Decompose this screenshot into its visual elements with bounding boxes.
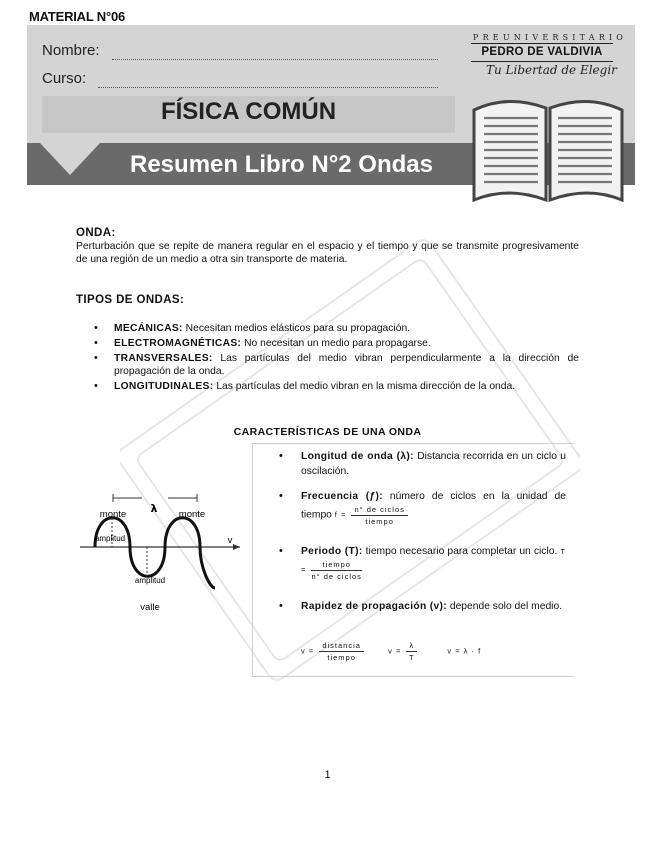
summary-title: Resumen Libro N°2 Ondas	[130, 151, 433, 178]
amplitude-bottom-label: amplitud	[134, 576, 166, 585]
logo-main-text: PEDRO DE VALDIVIA	[471, 43, 613, 62]
list-item: • Rapidez de propagación (v): depende solo del medio.	[279, 600, 563, 612]
tipos-list	[76, 322, 579, 395]
list-item: • ELECTROMAGNÉTICAS: No necesitan un medio para propagarse.	[76, 337, 579, 350]
list-item: • LONGITUDINALES: Las partículas del medio vibran en la misma dirección de la onda.	[76, 380, 579, 393]
velocity-label: v	[227, 535, 233, 546]
open-book-icon	[468, 88, 628, 206]
material-number: MATERIAL N°06	[29, 9, 126, 24]
list-item: • Longitud de onda (λ): Distancia recorrida en un ciclo u oscilación.	[279, 450, 566, 477]
lambda-label: λ	[150, 502, 158, 515]
trough-label: valle	[140, 602, 160, 613]
onda-heading: ONDA:	[76, 227, 116, 239]
caracteristicas-heading: CARACTERÍSTICAS DE UNA ONDA	[233, 426, 422, 438]
onda-definition: Perturbación que se repite de manera regular en el espacio y el tiempo y que se transmite progresivamente de una región de un medio a otra sin transporte de materia.	[76, 241, 579, 265]
list-item: • MECÁNICAS: Necesitan medios elásticos para su propagación.	[76, 322, 579, 335]
name-field[interactable]	[112, 58, 438, 60]
wave-diagram	[80, 488, 255, 618]
period-formula: T = $\frac{\text{tiempo}}{\text{n° de ciclos}}$	[301, 547, 566, 581]
page-number: 1	[324, 769, 331, 781]
crest-left-label: monte	[99, 509, 127, 520]
name-label: Nombre:	[42, 42, 100, 59]
frequency-formula: f = $\frac{\text{n° de ciclos}}{\text{tiempo}}$	[335, 510, 408, 519]
amplitude-top-label: amplitud	[94, 534, 126, 543]
list-item: • Periodo (T): tiempo necesario para completar un ciclo. T = $\frac{\text{tiempo}}{\text{n° de ciclos}}$	[279, 545, 566, 581]
caracteristicas-box	[252, 443, 574, 677]
tipos-heading: TIPOS DE ONDAS:	[76, 294, 185, 306]
logo-top-text: PREUNIVERSITARIO	[473, 33, 628, 42]
subject-title: FÍSICA COMÚN	[160, 98, 337, 125]
logo-slogan: Tu Libertad de Elegir	[486, 63, 617, 77]
header-pointer	[40, 143, 100, 175]
list-item: • TRANSVERSALES: Las partículas del medio vibran perpendicularmente a la dirección de propagación de la onda.	[76, 352, 579, 378]
course-field[interactable]	[98, 86, 438, 88]
course-label: Curso:	[42, 70, 87, 87]
crest-right-label: monte	[178, 509, 206, 520]
list-item: • Frecuencia (ƒ): número de ciclos en la unidad de tiempo f = $\frac{\text{n° de ciclos}}{\text{tiempo}}$	[279, 490, 566, 526]
speed-formulas: v = $\frac{\text{distancia}}{\text{tiempo}}$ v = $\frac{\lambda}{T}$ v = λ · f	[301, 641, 482, 662]
